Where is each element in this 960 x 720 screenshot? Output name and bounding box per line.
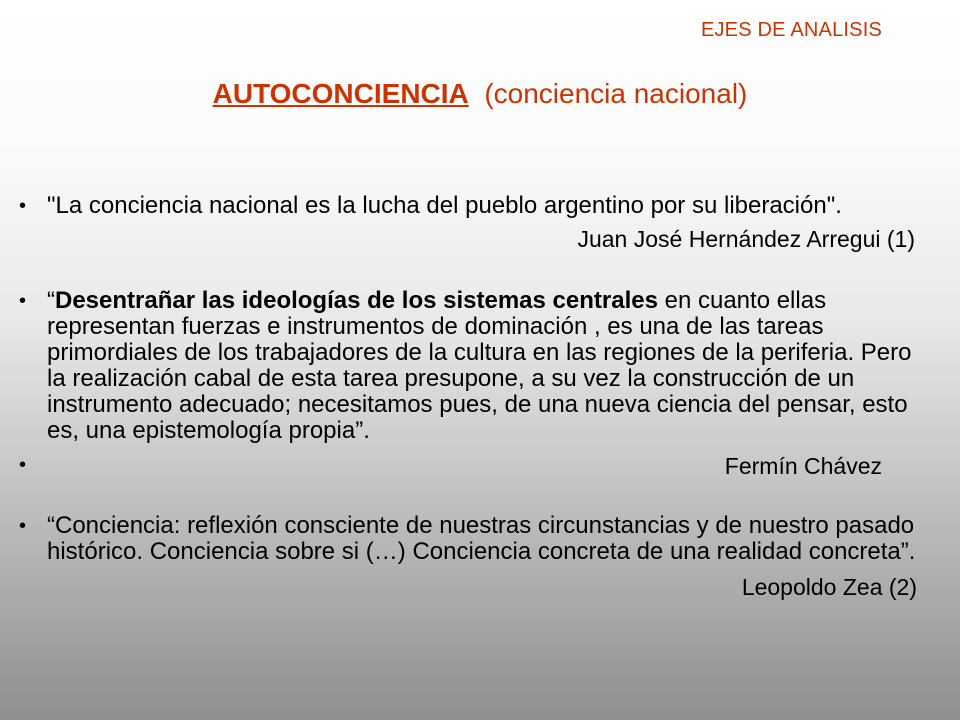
quote-author: Juan José Hernández Arregui (1) [577,226,915,252]
bullet-icon: • [19,195,27,217]
quote-author: Leopoldo Zea (2) [741,574,917,600]
quote-block [0,513,960,601]
title-main: AUTOCONCIENCIA [212,78,469,109]
quote-text: "La conciencia nacional es la lucha del pueblo argentino por su liberación". [47,192,842,219]
title-subtitle: (conciencia nacional) [484,78,748,109]
bullet-icon: • [19,515,27,537]
slide-title [0,76,960,112]
bullet-item [0,452,960,480]
quote-text-rest: en cuanto ellas representan fuerzas e instrumentos de dominación , es una de las tareas primordiales de los trabajadores de la cultura en las regiones de la periferia. Pero la realización cabal de esta tarea presupone, a su vez la construcción de un instrumento adecuado; necesitamos pues, de una nueva ciencia del pensar, esto es, una epistemología propia”. [47,287,912,444]
bullet-item [0,193,960,219]
quote-text: “Conciencia: reflexión consciente de nuestras circunstancias y de nuestro pasado histórico. Conciencia sobre si (…) Conciencia concreta de una realidad concreta”. [47,512,916,565]
quote-block [0,288,960,444]
section-label: EJES DE ANALISIS [700,19,882,41]
bullet-item [0,288,960,444]
bullet-item [0,513,960,565]
quote-author: Fermín Chávez [724,453,882,479]
quote-text [47,288,924,444]
bullet-icon: • [19,290,27,312]
quote-open-mark: “ [47,287,55,314]
quote-block [0,193,960,253]
quote-bold-lead: Desentrañar las ideologías de los sistemas centrales [55,287,658,314]
bullet-icon: • [19,454,27,476]
